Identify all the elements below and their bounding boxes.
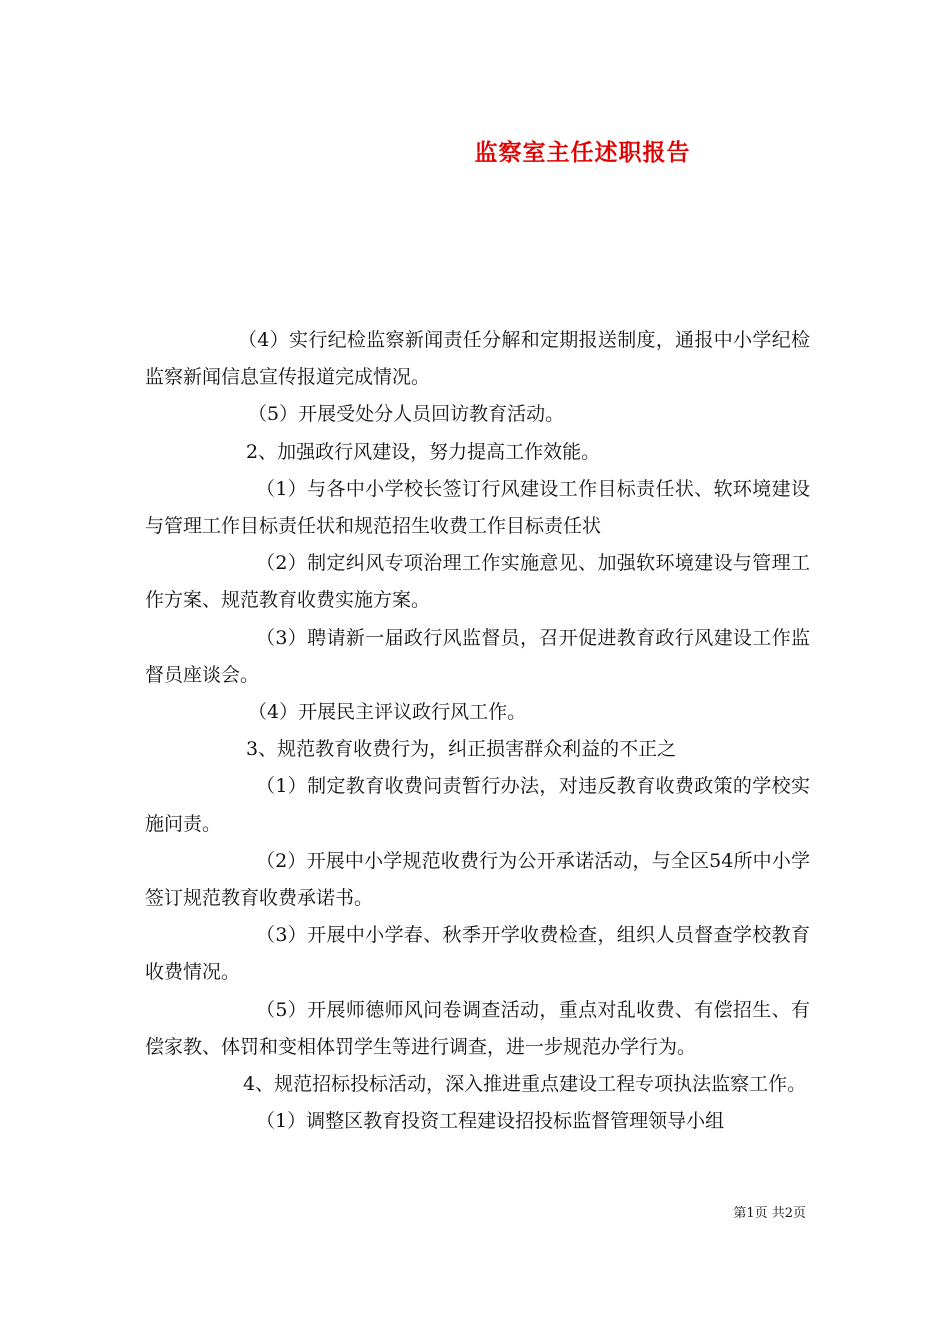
paragraph-5-ethics-survey: （5）开展师德师风问卷调查活动，重点对乱收费、有偿招生、有偿家教、体罚和变相体罚学生等进行调查，进一步规范办学行为。	[145, 998, 810, 1058]
paragraph-1-responsibility: （1）与各中小学校长签订行风建设工作目标责任状、软环境建设与管理工作目标责任状和规范招生收费工作目标责任状	[145, 477, 810, 538]
paragraph-2-rectification: （2）制定纠风专项治理工作实施意见、加强软环境建设与管理工作方案、规范教育收费实施方案。	[145, 552, 810, 612]
paragraph-1-fee-accountability: （1）制定教育收费问责暂行办法，对违反教育收费政策的学校实施问责。	[145, 775, 810, 835]
paragraph-3-fee-inspection: （3）开展中小学春、秋季开学收费检查，组织人员督查学校教育收费情况。	[145, 924, 810, 984]
paragraph-4-news-duty: （4）实行纪检监察新闻责任分解和定期报送制度，通报中小学纪检监察新闻信息宣传报道完成情况。	[145, 329, 810, 389]
paragraph-5-revisit: （5）开展受处分人员回访教育活动。	[248, 403, 565, 426]
section-3-heading: 3、规范教育收费行为，纠正损害群众利益的不正之	[246, 738, 677, 761]
paragraph-2-fee-pledge: （2）开展中小学规范收费行为公开承诺活动，与全区54所中小学签订规范教育收费承诺书。	[145, 849, 810, 910]
document-body	[145, 322, 810, 1140]
section-4-heading: 4、规范招标投标活动，深入推进重点建设工程专项执法监察工作。	[243, 1073, 807, 1096]
document-title: 监察室主任述职报告	[474, 139, 691, 166]
page-number-footer: 第1页 共2页	[733, 1206, 806, 1221]
paragraph-4-democratic-review: （4）开展民主评议政行风工作。	[248, 701, 527, 724]
paragraph-3-supervisors: （3）聘请新一届政行风监督员，召开促进教育政行风建设工作监督员座谈会。	[145, 626, 810, 686]
section-2-heading: 2、加强政行风建设，努力提高工作效能。	[246, 440, 601, 463]
paragraph-1-bidding-group: （1）调整区教育投资工程建设招投标监督管理领导小组	[256, 1110, 725, 1133]
